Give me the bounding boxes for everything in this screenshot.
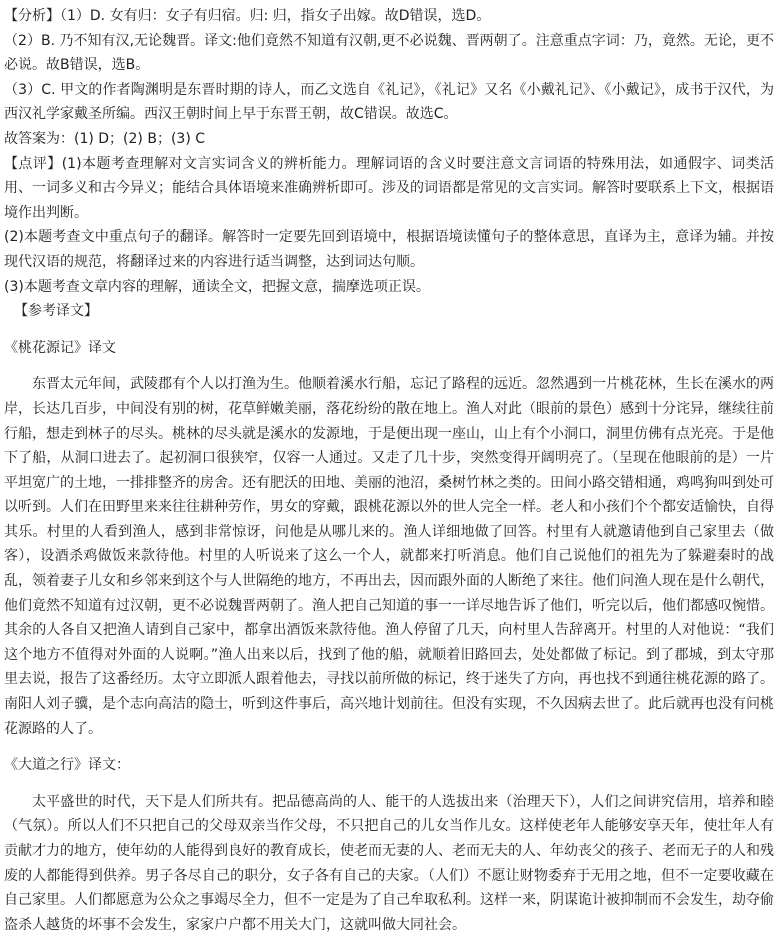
spacer	[4, 360, 774, 372]
text1-body: 东晋太元年间，武陵郡有个人以打渔为生。他顺着溪水行船，忘记了路程的远近。忽然遇到一片桃花林，生长在溪水的两岸，长达几百步，中间没有别的树，花草鲜嫩美丽，落花纷纷的散在地上。渔人对此（眼前的景色）感到十分诧异，继续往前行船，想走到林子的尽头。桃林的尽头就是溪水的发源地，于是便出现一座山，山上有个小洞口，洞里仿佛有点光亮。于是他下了船，从洞口进去了。起初洞口很狭窄，仅容一人通过。又走了几十步，突然变得开阔明亮了。（呈现在他眼前的是）一片平坦宽广的土地，一排排整齐的房舍。还有肥沃的田地、美丽的池沼，桑树竹林之类的。田间小路交错相通，鸡鸣狗叫到处可以听到。人们在田野里来来往往耕种劳作，男女的穿戴，跟桃花源以外的世人完全一样。老人和小孩们个个都安适愉快，自得其乐。村里的人看到渔人，感到非常惊讶，问他是从哪儿来的。渔人详细地做了回答。村里有人就邀请他到自己家里去（做客），设酒杀鸡做饭来款待他。村里的人听说来了这么一个人，就都来打听消息。他们自己说他们的祖先为了躲避秦时的战乱，领着妻子儿女和乡邻来到这个与人世隔绝的地方，不再出去，因而跟外面的人断绝了来往。他们问渔人现在是什么朝代，他们竟然不知道有过汉朝，更不必说魏晋两朝了。渔人把自己知道的事一一详尽地告诉了他们，听完以后，他们都感叹惋惜。其余的人各自又把渔人请到自己家中，都拿出酒饭来款待他。渔人停留了几天，向村里人告辞离开。村里的人对他说：“我们这个地方不值得对外面的人说啊。”渔人出来以后，找到了他的船，就顺着旧路回去，处处都做了标记。到了郡城，到太守那里去说，报告了这番经历。太守立即派人跟着他去，寻找以前所做的标记，终于迷失了方向，再也找不到通往桃花源的路了。南阳人刘子骥，是个志向高洁的隐士，听到这件事后，高兴地计划前往。但没有实现，不久因病去世了。此后就再也没有问桃花源路的人了。	[4, 376, 774, 737]
text2-title: 《大道之行》译文：	[4, 757, 130, 774]
analysis-item-2: （2）B. 乃不知有汉,无论魏晋。译文:他们竟然不知道有汉朝,更不必说魏、晋两朝了。注意重点字词：乃，竟然。无论，更不必说。故B错误，选B。	[4, 32, 774, 74]
text2-body: 太平盛世的时代，天下是人们所共有。把品德高尚的人、能干的人选拔出来（治理天下），人们之间讲究信用，培养和睦（气氛）。所以人们不只把自己的父母双亲当作父母，不只把自己的儿女当作儿女。这样使老年人能够安享天年，使壮年人有贡献才力的地方，使年幼的人能得到良好的教育成长，使老而无妻的人、老而无夫的人、年幼丧父的孩子、老而无子的人和残废的人都能得到供养。男子各尽自己的职分，女子各有自己的夫家。（人们）不愿让财物委弃于无用之地，但不一定要收藏在自己家里。人们都愿意为公众之事竭尽全力，但不一定是为了自己牟取私利。这样一来，阴谋诡计被抑制而不会发生，劫夺偷盗杀人越货的坏事不会发生，家家户户都不用关大门，这就叫做大同社会。	[4, 793, 774, 933]
comment-item-3: (3)本题考查文章内容的理解，通读全文，把握文意，揣摩选项正误。	[4, 278, 430, 295]
analysis-item-3: （3）C. 甲文的作者陶渊明是东晋时期的诗人，而乙文选自《礼记》，《礼记》又名《小戴礼记》、《小戴记》，成书于汉代，为西汉礼学家戴圣所编。西汉王朝时间上早于东晋王朝，故C错误。故选C。	[4, 81, 774, 123]
comment-item-2: (2)本题考查文中重点句子的翻译。解答时一定要先回到语境中，根据语境读懂句子的整体意思，直译为主，意译为辅。并按现代汉语的规范，将翻译过来的内容进行适当调整，达到词达句顺。	[4, 229, 774, 270]
analysis-item-1: 【分析】（1）D. 女有归：女子有归宿。归: 归，指女子出嫁。故D错误，选D。	[4, 8, 491, 24]
answer-line: 故答案为：(1) D；(2) B；(3) C	[4, 130, 206, 147]
spacer	[4, 778, 774, 790]
spacer	[4, 324, 774, 336]
text1-title: 《桃花源记》译文	[4, 339, 116, 356]
comment-item-1: 【点评】(1)本题考查理解对文言实词含义的辨析能力。理解词语的含义时要注意文言词语的特殊用法，如通假字、词类活用、一词多义和古今异义；能结合具体语境来准确辨析即可。涉及的词语都是常见的文言实词。解答时要联系上下文，根据语境作出判断。	[4, 155, 774, 221]
spacer	[4, 741, 774, 753]
reference-heading: 【参考译文】	[14, 303, 98, 320]
